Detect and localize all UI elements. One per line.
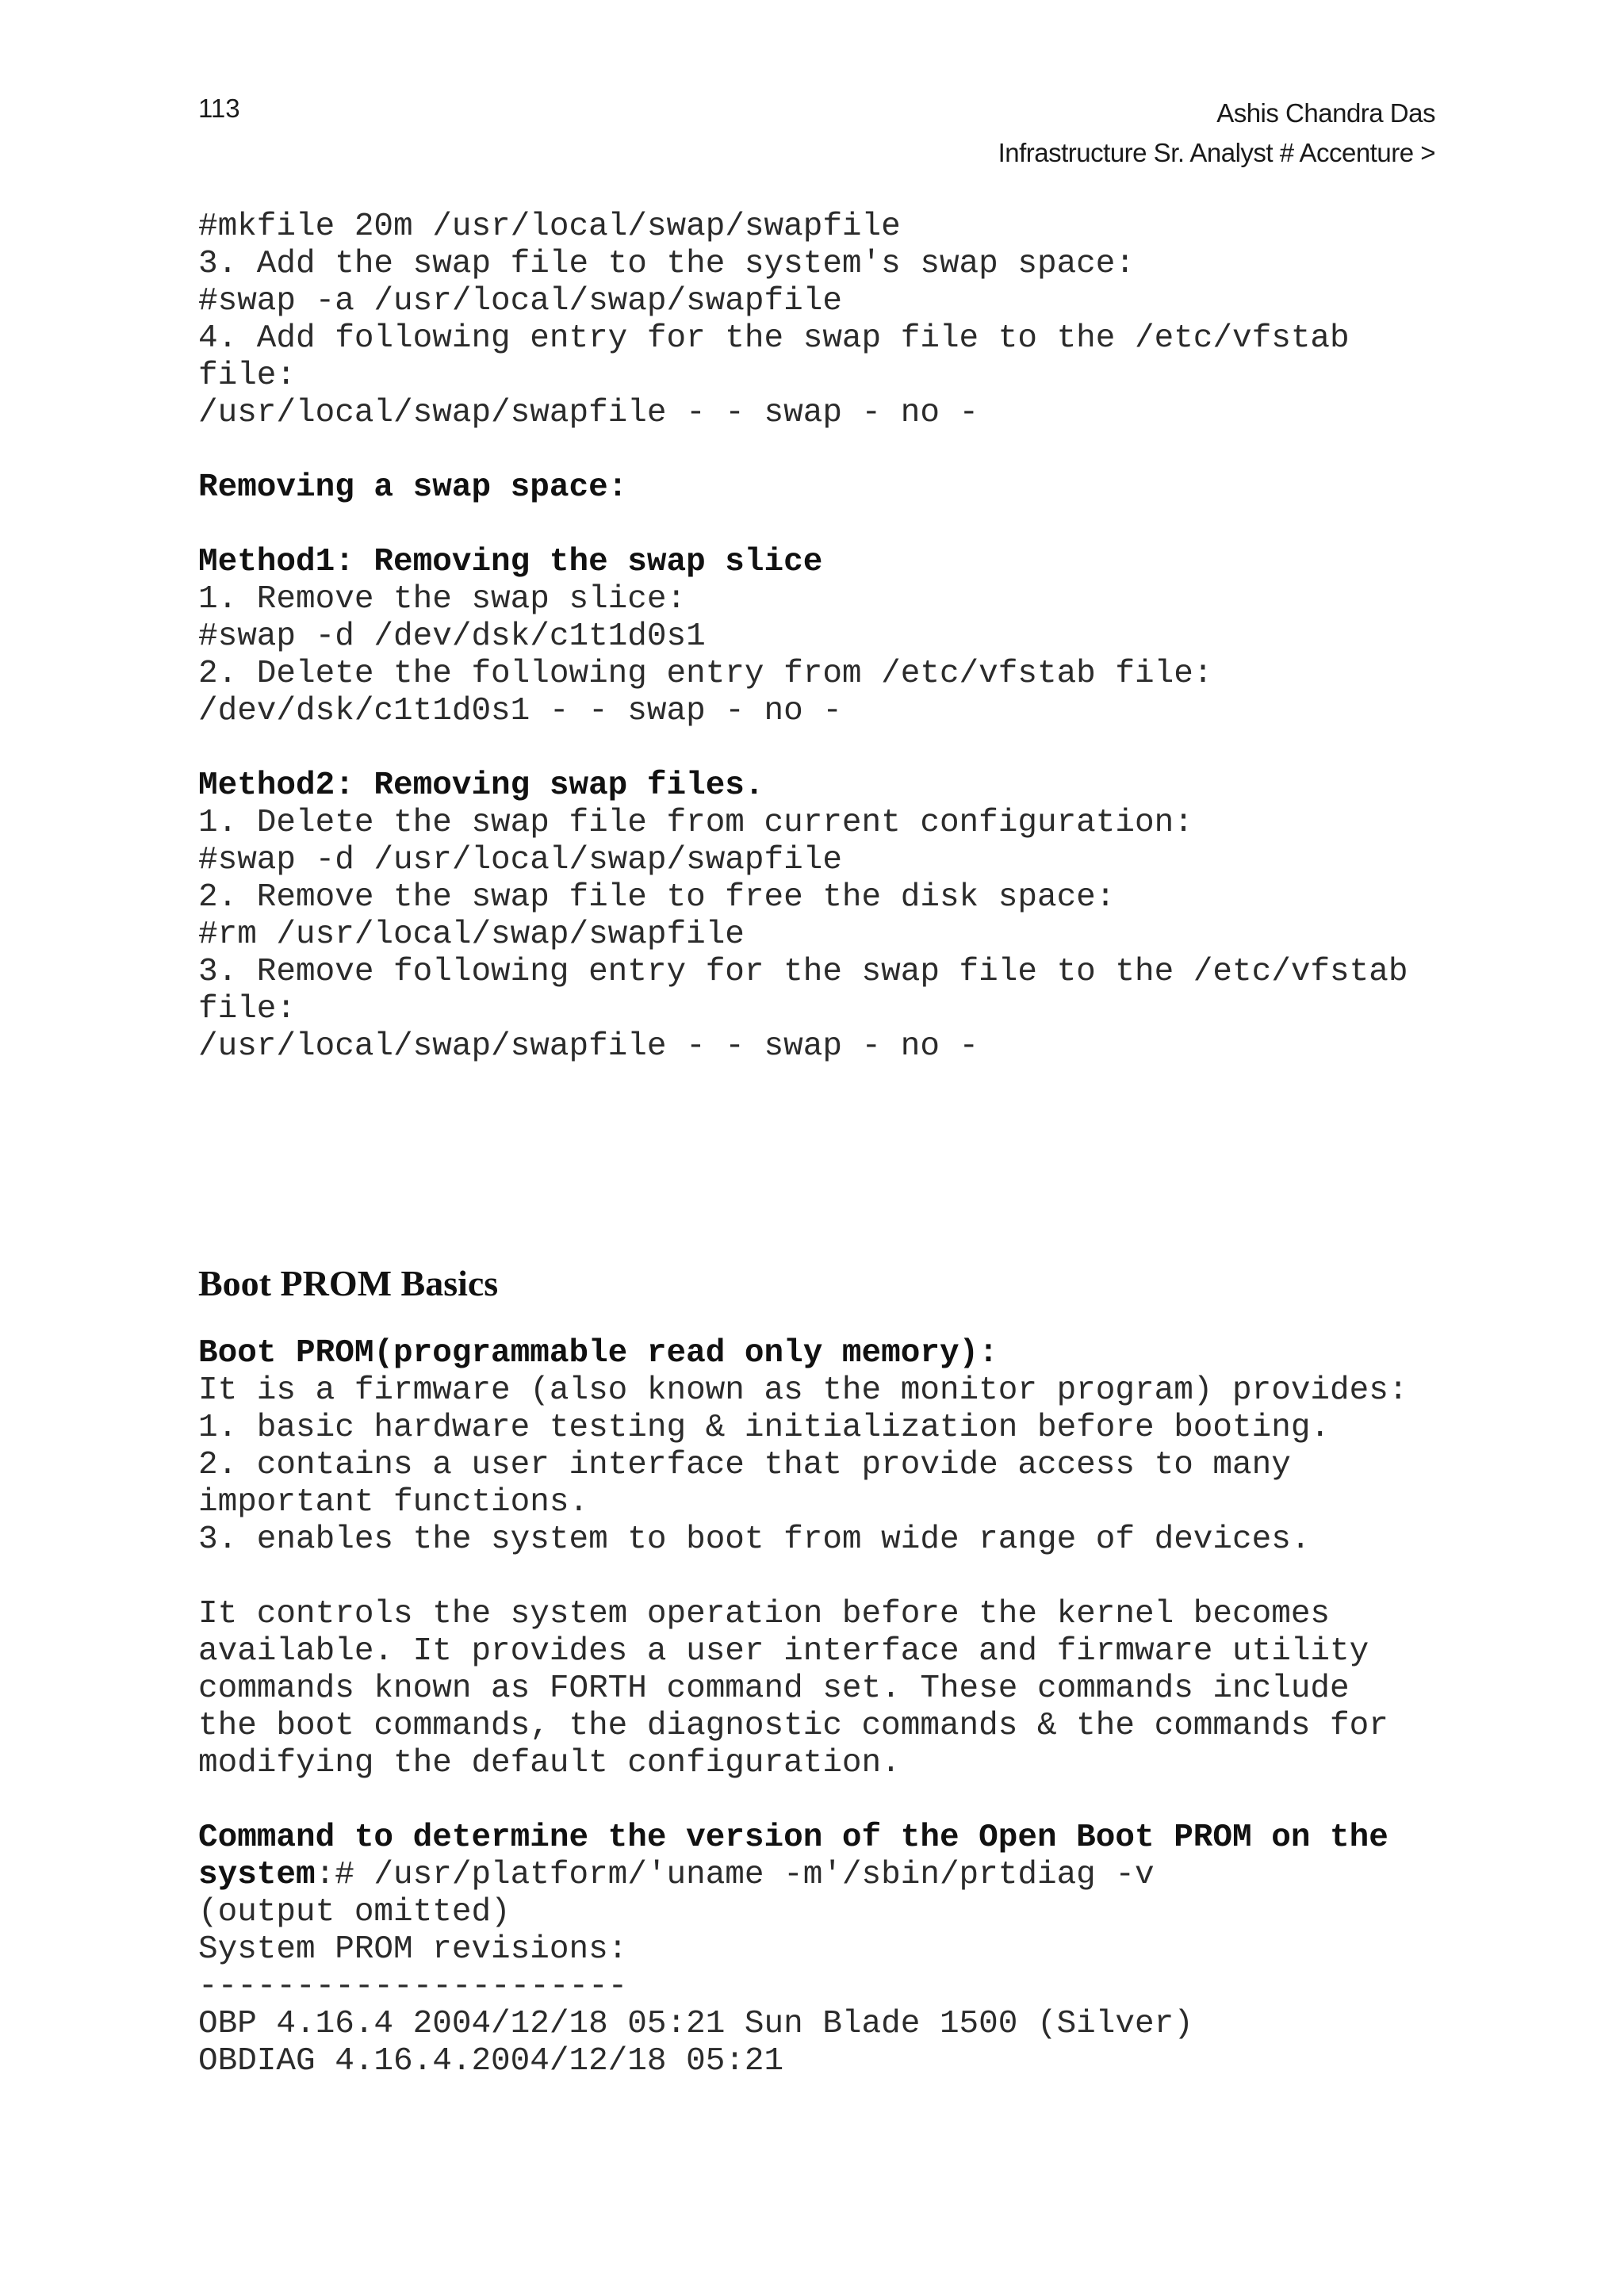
text-line: 2. contains a user interface that provide access to many: [198, 1447, 1291, 1483]
text-line: the boot commands, the diagnostic commands & the commands for: [198, 1708, 1388, 1744]
text-line: /usr/local/swap/swapfile - - swap - no -: [198, 395, 979, 431]
command-heading: Command to determine the version of the Open Boot PROM on the: [198, 1820, 1388, 1856]
command-heading-cont: system: [198, 1857, 316, 1893]
text-line: 2. Remove the swap file to free the disk space:: [198, 879, 1116, 916]
text-line: /usr/local/swap/swapfile - - swap - no -: [198, 1028, 979, 1065]
page-number: 113: [198, 94, 240, 123]
output-line: OBP 4.16.4 2004/12/18 05:21 Sun Blade 1500 (Silver): [198, 2006, 1193, 2042]
text-line: file:: [198, 358, 297, 394]
method1-heading: Method1: Removing the swap slice: [198, 544, 823, 580]
output-line: OBDIAG 4.16.4.2004/12/18 05:21: [198, 2043, 784, 2080]
removing-swap-heading: Removing a swap space:: [198, 469, 628, 506]
text-line: #swap -a /usr/local/swap/swapfile: [198, 283, 842, 320]
text-line: modifying the default configuration.: [198, 1745, 901, 1781]
page-body: [198, 209, 1467, 2080]
text-line: 1. Remove the swap slice:: [198, 581, 687, 618]
text-line: #swap -d /dev/dsk/c1t1d0s1: [198, 618, 706, 655]
section-title: Boot PROM Basics: [198, 1263, 499, 1303]
text-line: 3. enables the system to boot from wide range of devices.: [198, 1521, 1311, 1558]
text-line: It controls the system operation before the kernel becomes: [198, 1596, 1331, 1632]
text-line: /dev/dsk/c1t1d0s1 - - swap - no -: [198, 693, 842, 729]
text-line: #mkfile 20m /usr/local/swap/swapfile: [198, 209, 901, 245]
output-line: System PROM revisions:: [198, 1931, 628, 1968]
text-line: commands known as FORTH command set. These commands include: [198, 1670, 1350, 1707]
running-header: [998, 94, 1435, 173]
output-divider: ----------------------: [198, 1969, 628, 2005]
text-line: #swap -d /usr/local/swap/swapfile: [198, 842, 842, 878]
text-line: file:: [198, 991, 297, 1027]
text-line: 4. Add following entry for the swap file to the /etc/vfstab: [198, 320, 1350, 357]
text-line: 1. Delete the swap file from current configuration:: [198, 805, 1193, 841]
text-line: It is a firmware (also known as the monitor program) provides:: [198, 1372, 1408, 1409]
author-name: Ashis Chandra Das: [1216, 98, 1435, 128]
text-line: available. It provides a user interface and firmware utility: [198, 1633, 1369, 1670]
text-line: 2. Delete the following entry from /etc/vfstab file:: [198, 656, 1213, 692]
text-line: important functions.: [198, 1484, 589, 1521]
text-line: 3. Add the swap file to the system's swap space:: [198, 246, 1135, 282]
command-text: :# /usr/platform/'uname -m'/sbin/prtdiag -v: [315, 1857, 1155, 1893]
text-line: #rm /usr/local/swap/swapfile: [198, 916, 745, 953]
author-role: Infrastructure Sr. Analyst # Accenture >: [998, 138, 1435, 167]
boot-prom-heading: Boot PROM(programmable read only memory):: [198, 1335, 998, 1372]
text-line: 1. basic hardware testing & initialization before booting.: [198, 1410, 1331, 1446]
command-line: [198, 1857, 1467, 1894]
output-line: (output omitted): [198, 1894, 511, 1931]
text-line: 3. Remove following entry for the swap file to the /etc/vfstab: [198, 954, 1408, 990]
method2-heading: Method2: Removing swap files.: [198, 767, 764, 804]
